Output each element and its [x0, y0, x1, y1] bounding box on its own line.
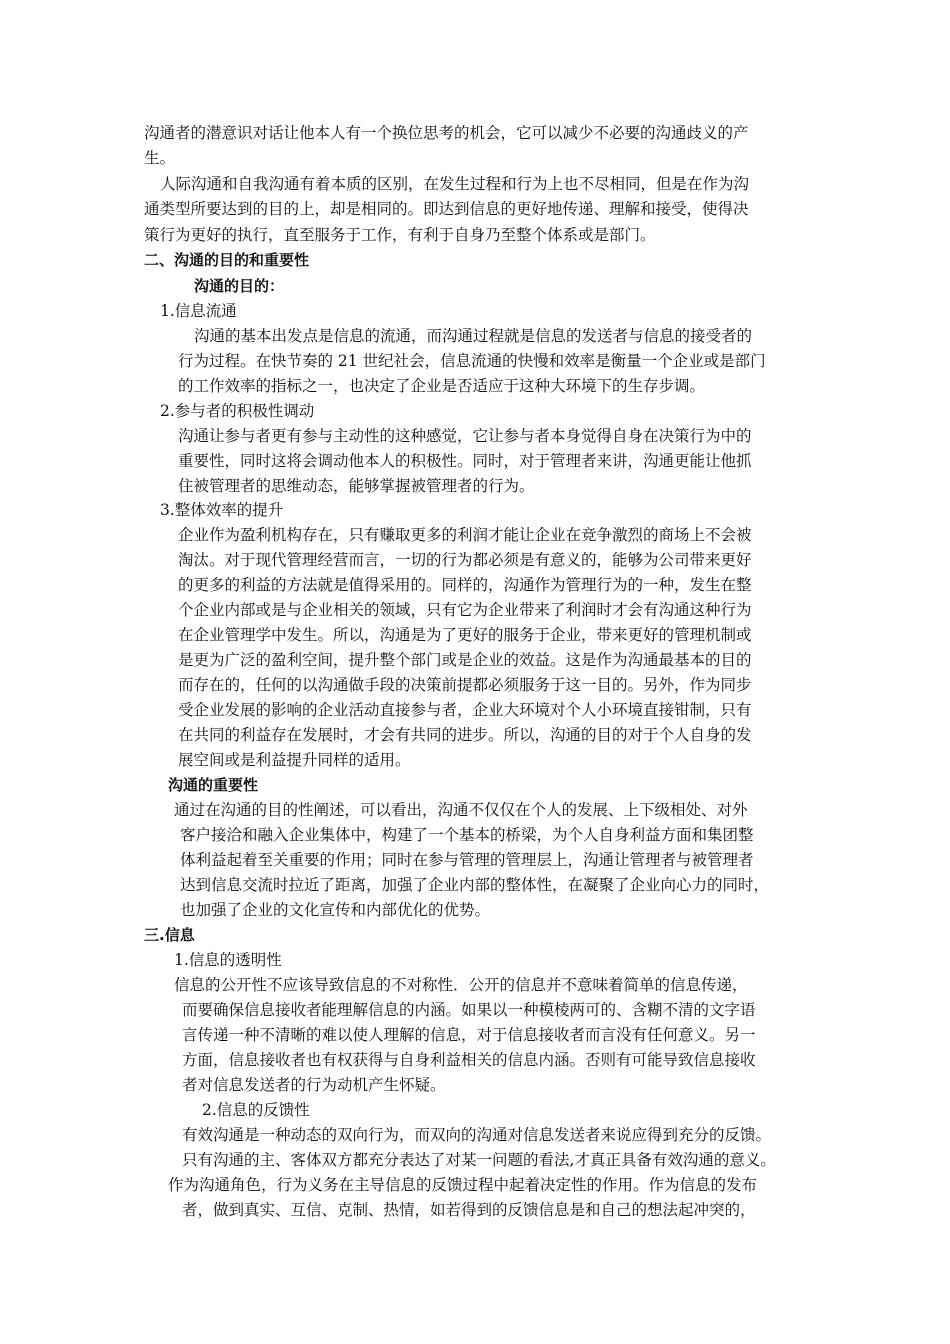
text-line: 言传递一种不清晰的难以使人理解的信息，对于信息接收者而言没有任何意义。另一	[182, 1026, 756, 1044]
text-line: 而存在的，任何的以沟通做手段的决策前提都必须服务于这一目的。另外，作为同步	[178, 676, 752, 694]
text-line: 在共同的利益存在发展时，才会有共同的进步。所以，沟通的目的对于个人自身的发	[178, 726, 752, 744]
text-line: 而要确保信息接收者能理解信息的内涵。如果以一种模棱两可的、含糊不清的文字语	[182, 1001, 756, 1019]
text-line: 沟通者的潜意识对话让他本人有一个换位思考的机会，它可以减少不必要的沟通歧义的产	[144, 124, 749, 142]
section-heading: 二、沟通的目的和重要性	[144, 251, 310, 269]
subsection-heading: 沟通的重要性	[168, 776, 259, 794]
text-line: 沟通的基本出发点是信息的流通，而沟通过程就是信息的发送者与信息的接受者的	[194, 327, 753, 345]
text-line: 只有沟通的主、客体双方都充分表达了对某一问题的看法,才真正具备有效沟通的意义。	[182, 1151, 776, 1169]
text-line: 在企业管理学中发生。所以，沟通是为了更好的服务于企业，带来更好的管理机制或	[178, 626, 752, 644]
text-line: 企业作为盈利机构存在，只有赚取更多的利润才能让企业在竞争激烈的商场上不会被	[178, 526, 752, 544]
text-line: 是更为广泛的盈利空间，提升整个部门或是企业的效益。这是作为沟通最基本的目的	[178, 651, 752, 669]
text-line: 沟通让参与者更有参与主动性的这种感觉，它让参与者本身觉得自身在决策行为中的	[178, 427, 752, 445]
text-line: 住被管理者的思维动态，能够掌握被管理者的行为。	[178, 477, 535, 495]
text-line: 客户接洽和融入企业集体中，构建了一个基本的桥梁，为个人自身利益方面和集团整	[180, 826, 754, 844]
subsection-heading: 沟通的目的：	[194, 277, 285, 295]
text-line: 达到信息交流时拉近了距离，加强了企业内部的整体性，在凝聚了企业向心力的同时，	[180, 876, 770, 894]
text-line: 通类型所要达到的目的上，却是相同的。即达到信息的更好地传递、理解和接受，使得决	[144, 200, 749, 218]
text-line: 者，做到真实、互信、克制、热情，如若得到的反馈信息是和自己的想法起冲突的，	[182, 1201, 756, 1219]
item-heading: 2.参与者的积极性调动	[160, 402, 315, 420]
text-line: 行为过程。在快节奏的 21 世纪社会，信息流通的快慢和效率是衡量一个企业或是部门	[178, 352, 766, 370]
text-line: 有效沟通是一种动态的双向行为，而双向的沟通对信息发送者来说应得到充分的反馈。	[182, 1126, 772, 1144]
text-line: 重要性，同时这将会调动他本人的积极性。同时，对于管理者来讲，沟通更能让他抓	[178, 452, 752, 470]
item-heading: 3.整体效率的提升	[160, 501, 284, 519]
text-line: 个企业内部或是与企业相关的领域，只有它为企业带来了利润时才会有沟通这种行为	[178, 601, 752, 619]
text-line: 通过在沟通的目的性阐述，可以看出，沟通不仅仅在个人的发展、上下级相处、对外	[174, 801, 748, 819]
item-heading: 1.信息流通	[160, 302, 237, 320]
text-line: 方面，信息接收者也有权获得与自身利益相关的信息内涵。否则有可能导致信息接收	[182, 1051, 756, 1069]
text-line: 也加强了企业的文化宣传和内部优化的优势。	[180, 901, 491, 919]
text-line: 展空间或是利益提升同样的适用。	[178, 751, 411, 769]
text-line: 的更多的利益的方法就是值得采用的。同样的，沟通作为管理行为的一种，发生在整	[178, 576, 752, 594]
text-line: 的工作效率的指标之一，也决定了企业是否适应于这种大环境下的生存步调。	[178, 377, 706, 395]
text-line: 生。	[144, 149, 176, 167]
text-line: 淘汰。对于现代管理经营而言，一切的行为都必须是有意义的，能够为公司带来更好	[178, 551, 752, 569]
text-line: 作为沟通角色，行为义务在主导信息的反馈过程中起着决定性的作用。作为信息的发布	[168, 1176, 758, 1194]
text-line: 受企业发展的影响的企业活动直接参与者，企业大环境对个人小环境直接钳制，只有	[178, 701, 752, 719]
item-heading: 1.信息的透明性	[174, 951, 282, 969]
item-heading: 2.信息的反馈性	[202, 1101, 310, 1119]
text-line: 体利益起着至关重要的作用；同时在参与管理的管理层上，沟通让管理者与被管理者	[180, 851, 754, 869]
text-line: 信息的公开性不应该导致信息的不对称性．公开的信息并不意味着简单的信息传递，	[174, 976, 748, 994]
text-line: 策行为更好的执行，直至服务于工作，有利于自身乃至整个体系或是部门。	[144, 226, 656, 244]
text-line: 人际沟通和自我沟通有着本质的区别，在发生过程和行为上也不尽相同，但是在作为沟	[160, 175, 750, 193]
section-heading: 三.信息	[144, 926, 195, 944]
text-line: 者对信息发送者的行为动机产生怀疑。	[182, 1076, 446, 1094]
